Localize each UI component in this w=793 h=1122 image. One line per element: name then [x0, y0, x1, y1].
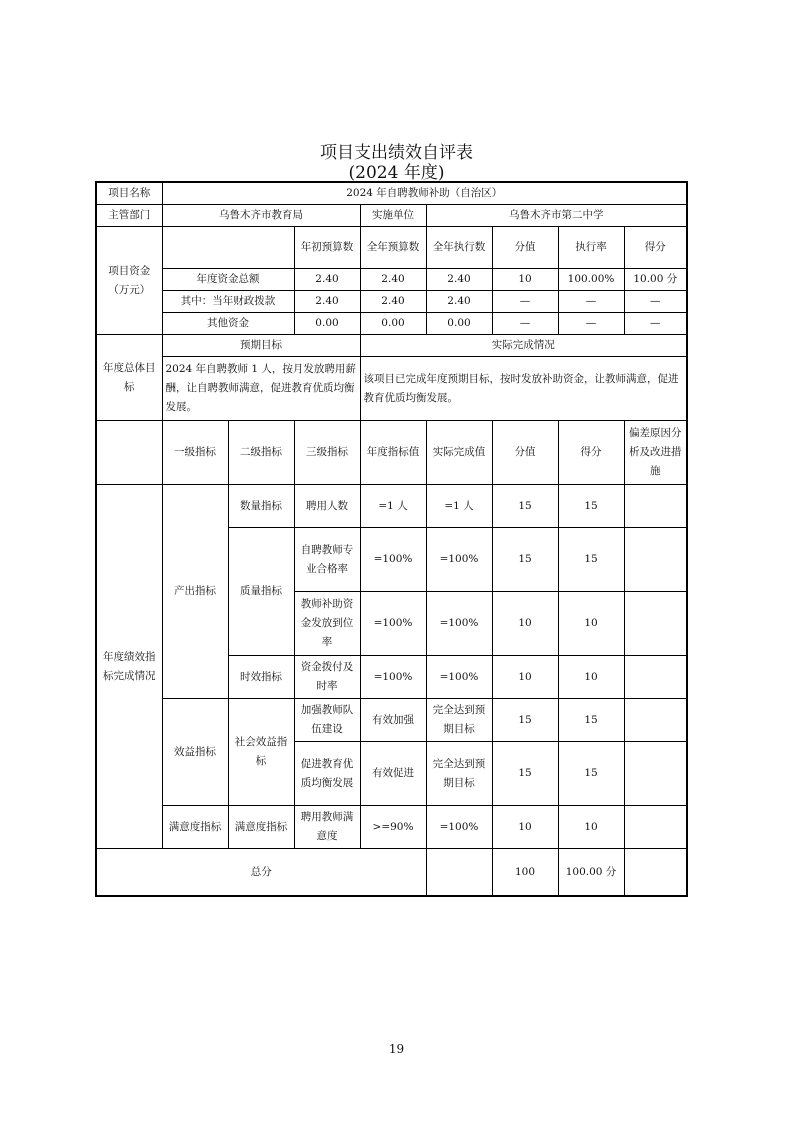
expected-goal-text: 2024 年自聘教师 1 人，按月发放聘用薪酬，让自聘教师满意，促进教育优质均衡发展。	[162, 357, 360, 421]
actual-value: =100%	[426, 528, 492, 592]
level2-indicator: 满意度指标	[228, 806, 294, 849]
indicator-header-cell: 年度指标值	[360, 421, 426, 485]
target-value: =1 人	[360, 485, 426, 528]
funds-header-cell: 年初预算数	[294, 227, 360, 269]
department-row	[96, 205, 687, 227]
level2-indicator: 社会效益指标	[228, 699, 294, 806]
reason-value	[624, 592, 687, 656]
evaluation-table	[95, 181, 688, 897]
got-value: 15	[558, 528, 624, 592]
funds-cell: 0.00	[426, 313, 492, 335]
unit-value: 乌鲁木齐市第二中学	[426, 205, 687, 227]
goals-content-row	[96, 357, 687, 421]
funds-cell: 10.00 分	[624, 269, 687, 291]
target-value: =100%	[360, 592, 426, 656]
funds-row	[96, 269, 687, 291]
target-value: =100%	[360, 656, 426, 699]
score-value: 15	[492, 699, 558, 742]
funds-header-cell: 全年执行数	[426, 227, 492, 269]
reason-value	[624, 742, 687, 806]
level1-indicator: 满意度指标	[162, 806, 228, 849]
indicator-header-blank	[96, 421, 162, 485]
indicator-header-cell: 得分	[558, 421, 624, 485]
actual-value: =100%	[426, 592, 492, 656]
got-value: 15	[558, 699, 624, 742]
got-value: 10	[558, 656, 624, 699]
indicator-header-cell: 三级指标	[294, 421, 360, 485]
form-title: 项目支出绩效自评表	[320, 143, 473, 163]
total-label: 总分	[96, 849, 426, 897]
funds-cell: 2.40	[294, 269, 360, 291]
reason-value	[624, 528, 687, 592]
level3-indicator: 聘用人数	[294, 485, 360, 528]
page-number: 19	[388, 1042, 405, 1056]
funds-cell: —	[558, 313, 624, 335]
got-value: 10	[558, 592, 624, 656]
funds-cell: —	[624, 313, 687, 335]
funds-header-cell: 全年预算数	[360, 227, 426, 269]
funds-cell: —	[624, 291, 687, 313]
level3-indicator: 聘用教师满意度	[294, 806, 360, 849]
funds-cell: —	[492, 313, 558, 335]
total-score: 100	[492, 849, 558, 897]
actual-value: =100%	[426, 656, 492, 699]
score-value: 10	[492, 592, 558, 656]
score-value: 15	[492, 742, 558, 806]
goals-label: 年度总体目标	[96, 335, 162, 421]
funds-cell: 100.00%	[558, 269, 624, 291]
level1-indicator: 产出指标	[162, 485, 228, 699]
score-value: 15	[492, 485, 558, 528]
dept-label: 主管部门	[96, 205, 162, 227]
reason-value	[624, 806, 687, 849]
form-subtitle: (2024 年度)	[348, 163, 445, 183]
funds-header-cell: 分值	[492, 227, 558, 269]
funds-cell: 2.40	[294, 291, 360, 313]
funds-cell: —	[492, 291, 558, 313]
score-value: 10	[492, 806, 558, 849]
funds-cell: —	[558, 291, 624, 313]
level3-indicator: 资金拨付及时率	[294, 656, 360, 699]
reason-value	[624, 485, 687, 528]
funds-row	[96, 291, 687, 313]
actual-value: 完全达到预期目标	[426, 699, 492, 742]
project-name-value: 2024 年自聘教师补助（自治区）	[162, 182, 687, 205]
target-value: >=90%	[360, 806, 426, 849]
funds-cell: 2.40	[426, 291, 492, 313]
indicator-row	[96, 806, 687, 849]
target-value: =100%	[360, 528, 426, 592]
got-value: 10	[558, 806, 624, 849]
funds-row-label: 其他资金	[162, 313, 294, 335]
funds-header-cell: 执行率	[558, 227, 624, 269]
funds-header-row	[96, 227, 687, 269]
indicator-header-row	[96, 421, 687, 485]
indicator-row	[96, 699, 687, 742]
actual-value: =100%	[426, 806, 492, 849]
funds-cell: 10	[492, 269, 558, 291]
actual-result-header: 实际完成情况	[360, 335, 687, 357]
actual-value: 完全达到预期目标	[426, 742, 492, 806]
score-value: 10	[492, 656, 558, 699]
funds-label: 项目资金（万元）	[96, 227, 162, 335]
indicator-header-cell: 二级指标	[228, 421, 294, 485]
funds-cell: 2.40	[426, 269, 492, 291]
got-value: 15	[558, 742, 624, 806]
funds-header-blank	[162, 227, 294, 269]
level3-indicator: 促进教育优质均衡发展	[294, 742, 360, 806]
indicator-header-cell: 一级指标	[162, 421, 228, 485]
level3-indicator: 加强教师队伍建设	[294, 699, 360, 742]
indicator-header-cell: 偏差原因分析及改进措施	[624, 421, 687, 485]
funds-cell: 0.00	[294, 313, 360, 335]
project-name-label: 项目名称	[96, 182, 162, 205]
level2-indicator: 时效指标	[228, 656, 294, 699]
funds-cell: 0.00	[360, 313, 426, 335]
funds-row-label: 其中：当年财政拨款	[162, 291, 294, 313]
indicators-section-label: 年度绩效指标完成情况	[96, 485, 162, 849]
actual-result-text: 该项目已完成年度预期目标，按时发放补助资金，让教师满意，促进教育优质均衡发展。	[360, 357, 687, 421]
level2-indicator: 质量指标	[228, 528, 294, 656]
actual-value: =1 人	[426, 485, 492, 528]
goals-header-row	[96, 335, 687, 357]
got-value: 15	[558, 485, 624, 528]
indicator-header-cell: 实际完成值	[426, 421, 492, 485]
indicator-row	[96, 485, 687, 528]
project-name-row	[96, 182, 687, 205]
funds-cell: 2.40	[360, 291, 426, 313]
score-value: 15	[492, 528, 558, 592]
dept-value: 乌鲁木齐市教育局	[162, 205, 360, 227]
funds-header-cell: 得分	[624, 227, 687, 269]
total-row	[96, 849, 687, 897]
level1-indicator: 效益指标	[162, 699, 228, 806]
funds-row-label: 年度资金总额	[162, 269, 294, 291]
funds-cell: 2.40	[360, 269, 426, 291]
target-value: 有效促进	[360, 742, 426, 806]
reason-value	[624, 656, 687, 699]
level3-indicator: 自聘教师专业合格率	[294, 528, 360, 592]
reason-value	[624, 699, 687, 742]
indicator-header-cell: 分值	[492, 421, 558, 485]
total-reason	[624, 849, 687, 897]
total-blank	[426, 849, 492, 897]
level2-indicator: 数量指标	[228, 485, 294, 528]
target-value: 有效加强	[360, 699, 426, 742]
unit-label: 实施单位	[360, 205, 426, 227]
expected-goal-header: 预期目标	[162, 335, 360, 357]
total-got: 100.00 分	[558, 849, 624, 897]
funds-row	[96, 313, 687, 335]
level3-indicator: 教师补助资金发放到位率	[294, 592, 360, 656]
